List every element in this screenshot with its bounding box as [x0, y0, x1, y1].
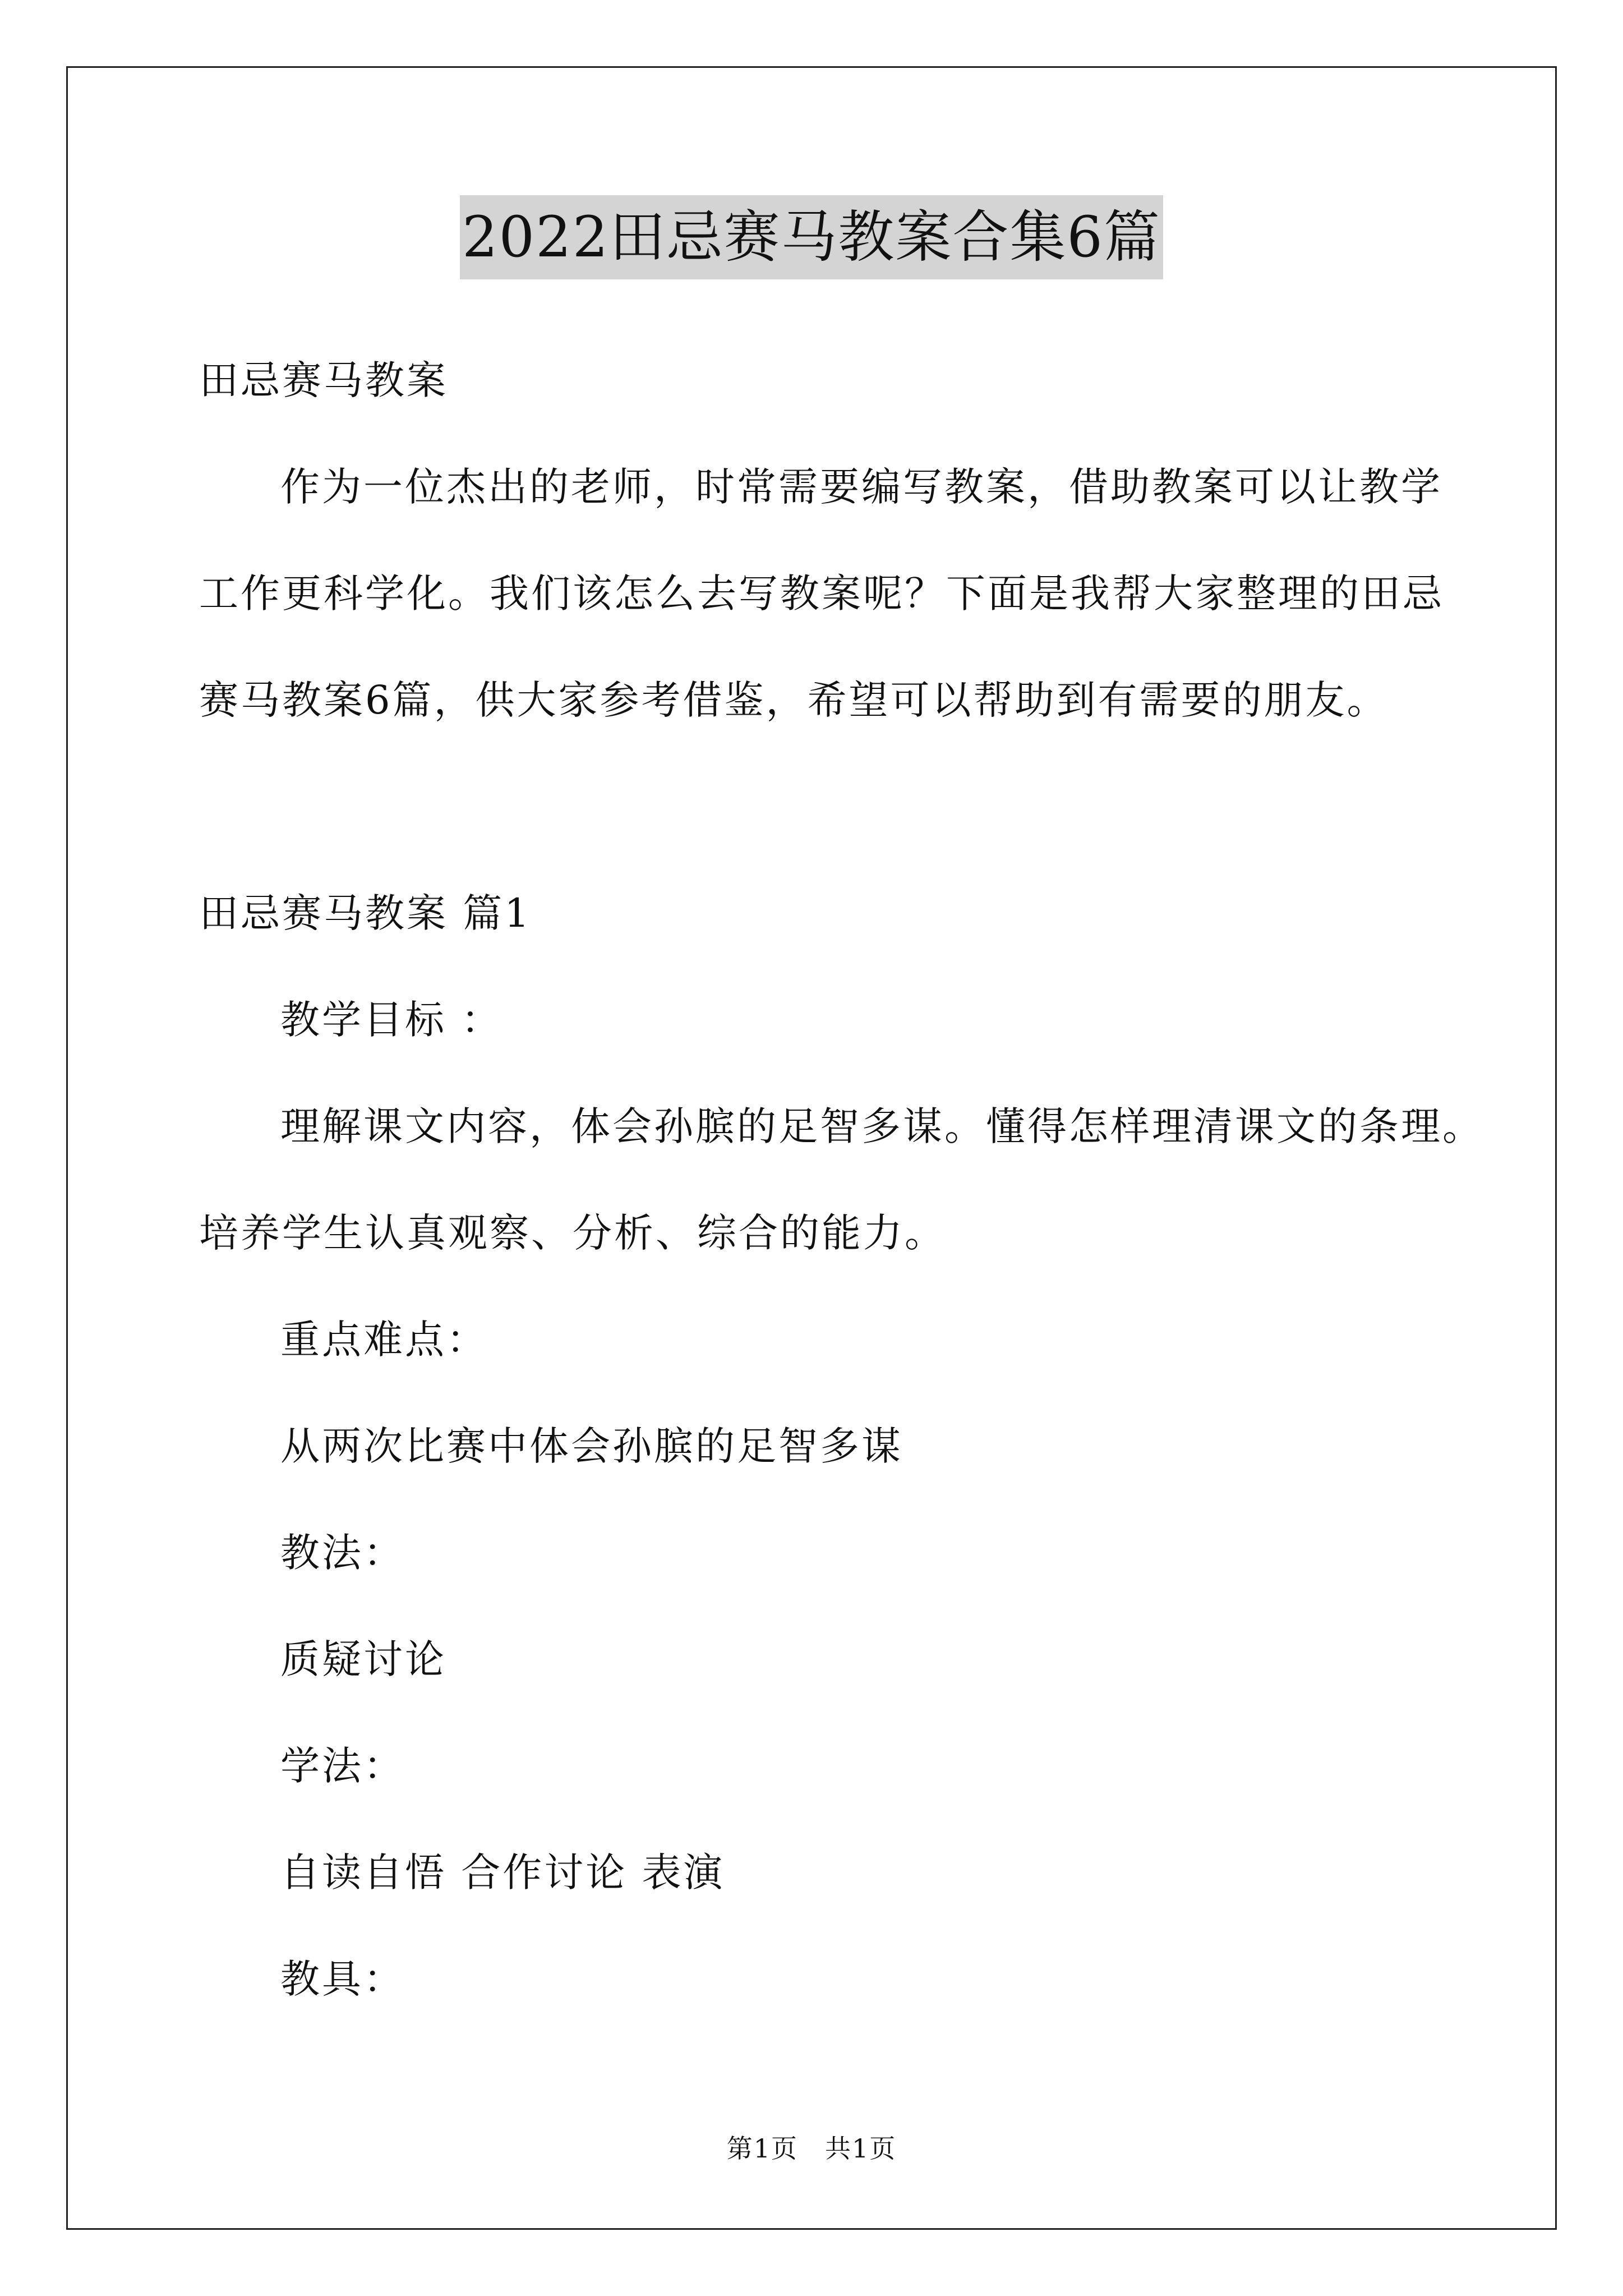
intro-paragraph-line-2: 工作更科学化。我们该怎么去写教案呢？下面是我帮大家整理的田忌	[199, 570, 1444, 616]
teaching-method-text: 质疑讨论	[280, 1636, 446, 1682]
goals-text-line-1: 理解课文内容，体会孙膑的足智多谋。懂得怎样理清课文的条理。	[280, 1103, 1484, 1149]
intro-paragraph-line-1: 作为一位杰出的老师，时常需要编写教案，借助教案可以让教学	[280, 464, 1442, 510]
page-footer: 第1页 共1页	[726, 2133, 897, 2164]
document-title: 2022田忌赛马教案合集6篇	[460, 195, 1163, 279]
key-points-label: 重点难点：	[280, 1317, 488, 1363]
part-heading: 田忌赛马教案 篇1	[199, 890, 532, 936]
key-points-text: 从两次比赛中体会孙膑的足智多谋	[280, 1423, 903, 1469]
teaching-method-label: 教法：	[280, 1530, 405, 1576]
title-container	[0, 195, 1623, 279]
learning-method-label: 学法：	[280, 1743, 405, 1789]
goals-label: 教学目标 ：	[280, 997, 503, 1043]
intro-paragraph-line-3: 赛马教案6篇，供大家参考借鉴，希望可以帮助到有需要的朋友。	[199, 677, 1389, 723]
section-heading: 田忌赛马教案	[199, 357, 448, 403]
learning-method-text: 自读自悟 合作讨论 表演	[280, 1849, 725, 1895]
goals-text-line-2: 培养学生认真观察、分析、综合的能力。	[199, 1210, 946, 1256]
teaching-aids-label: 教具：	[280, 1956, 405, 2002]
